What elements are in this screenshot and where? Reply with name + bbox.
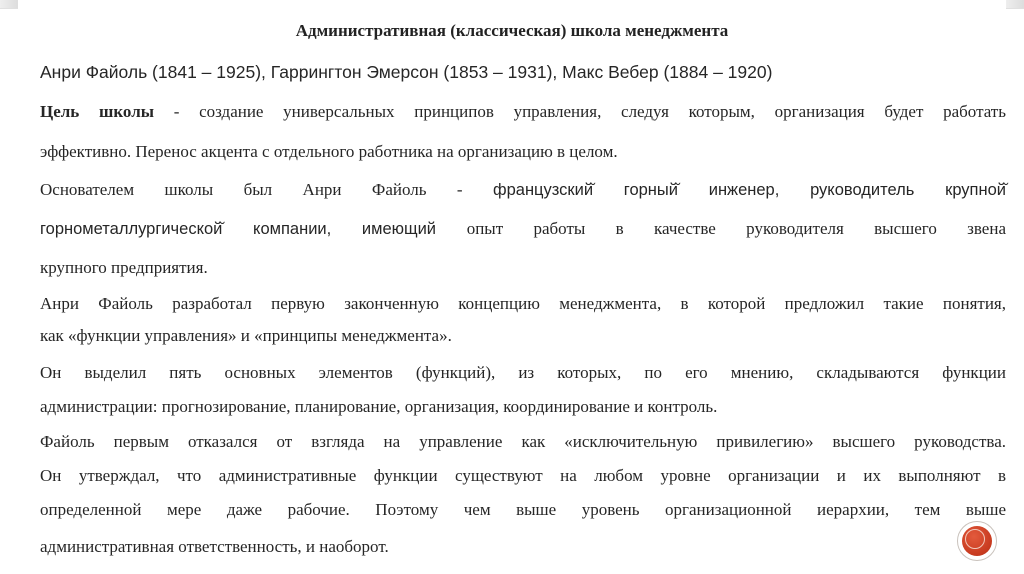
founder-text-sans: французский̆ горный̆ инженер, руководитель крупной̆ xyxy=(493,181,1007,199)
goal-paragraph-line-1 xyxy=(40,101,1006,123)
founder-text-serif: Основателем школы был Анри Файоль - xyxy=(40,180,494,199)
concept-paragraph-line-2: как «функции управления» и «принципы менеджмента». xyxy=(40,326,452,345)
circle-nav-icon[interactable] xyxy=(957,521,997,561)
founder-experience: опыт работы в качестве руководителя высшего звена xyxy=(466,219,1006,238)
founder-paragraph-line-2 xyxy=(40,218,1006,240)
corner-decoration-left xyxy=(0,0,18,9)
founder-paragraph-line-3: крупного предприятия. xyxy=(40,258,208,277)
refusal-paragraph-line-1: Файоль первым отказался от взгляда на управление как «исключительную привилегию» высшего руководства. xyxy=(40,432,1006,451)
goal-paragraph-line-2: эффективно. Перенос акцента с отдельного работника на организацию в целом. xyxy=(40,142,618,161)
refusal-paragraph-line-4: административная ответственность, и наоборот. xyxy=(40,537,389,556)
slide-title: Административная (классическая) школа менеджмента xyxy=(295,21,729,40)
nav-button-ring xyxy=(965,529,985,549)
concept-paragraph-line-1: Анри Файоль разработал первую законченную концепцию менеджмента, в которой предложил такие понятия, xyxy=(40,294,1006,313)
refusal-paragraph-line-3: определенной мере даже рабочие. Поэтому чем выше уровень организационной иерархии, тем выше xyxy=(40,500,1006,519)
authors-line: Анри Файоль (1841 – 1925), Гаррингтон Эмерсон (1853 – 1931), Макс Вебер (1884 – 1920) xyxy=(40,62,773,82)
founder-company-sans: горнометаллургической̆ компании, имеющий xyxy=(40,220,467,238)
refusal-paragraph-line-2: Он утверждал, что административные функции существуют на любом уровне организации и их выполняют в xyxy=(40,466,1006,485)
corner-decoration-right xyxy=(1006,0,1024,9)
founder-paragraph-line-1 xyxy=(40,179,1006,201)
goal-text: - создание универсальных принципов управления, следуя которым, организация будет работать xyxy=(154,102,1006,121)
elements-paragraph-line-2: администрации: прогнозирование, планирование, организация, координирование и контроль. xyxy=(40,397,718,416)
goal-lead: Цель школы xyxy=(40,102,155,121)
elements-paragraph-line-1: Он выделил пять основных элементов (функций), из которых, по его мнению, складываются функции xyxy=(40,363,1006,382)
